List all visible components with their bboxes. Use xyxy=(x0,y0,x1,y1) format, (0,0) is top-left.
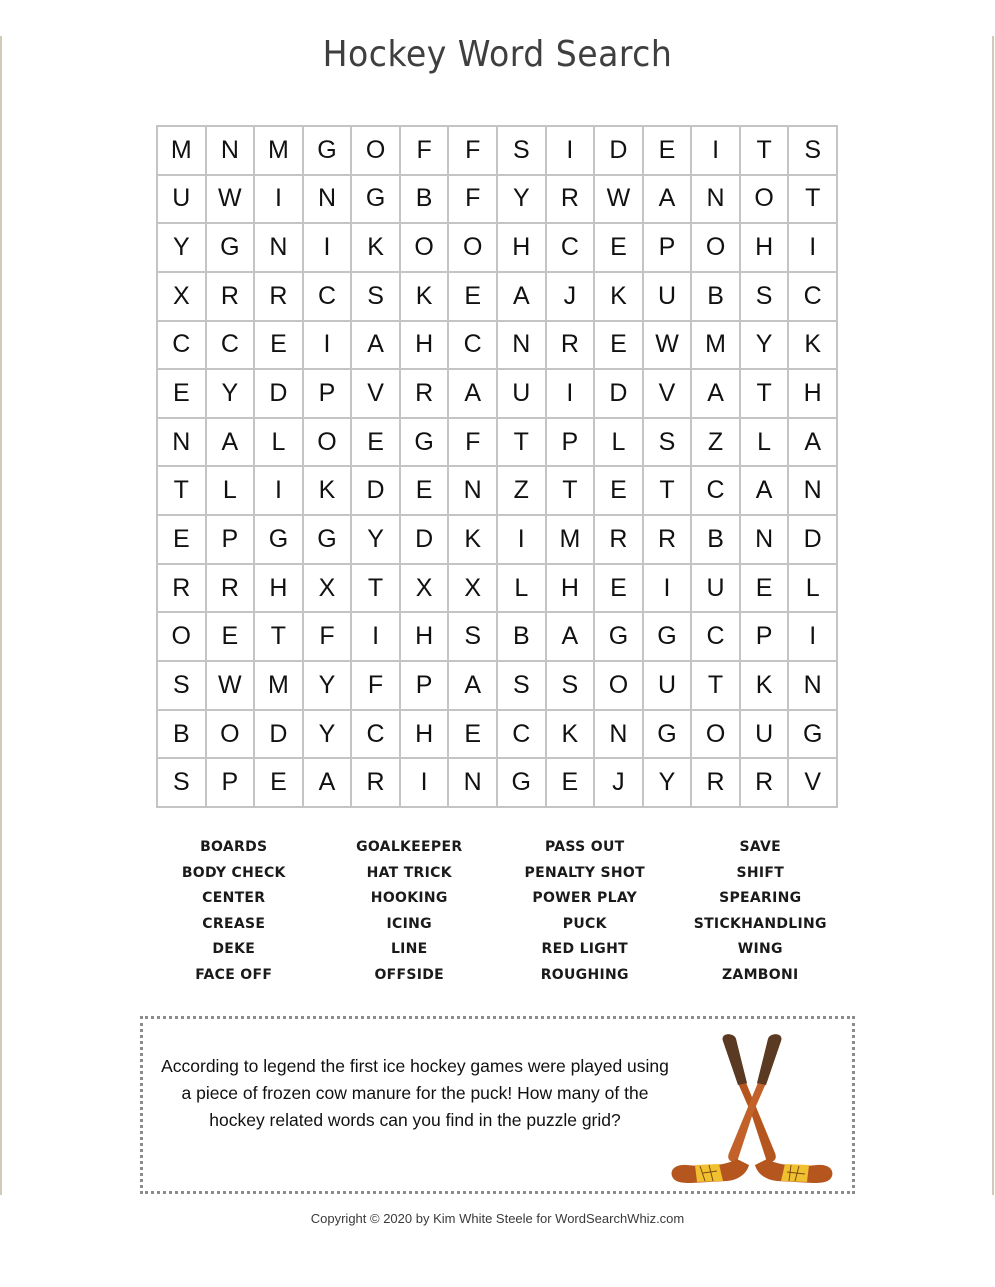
word-list-item: GOALKEEPER xyxy=(356,839,463,855)
grid-cell[interactable]: H xyxy=(401,711,450,760)
grid-cell[interactable]: K xyxy=(741,662,790,711)
grid-cell[interactable]: A xyxy=(207,419,256,468)
grid-cell[interactable]: S xyxy=(498,127,547,176)
grid-cell[interactable]: E xyxy=(449,711,498,760)
grid-cell[interactable]: U xyxy=(158,176,207,225)
grid-cell[interactable]: C xyxy=(692,467,741,516)
word-list-item: CENTER xyxy=(202,890,266,907)
grid-cell[interactable]: N xyxy=(789,662,838,711)
word-list-item: BOARDS xyxy=(200,839,268,855)
grid-cell[interactable]: T xyxy=(644,467,693,516)
grid-cell[interactable]: O xyxy=(401,224,450,273)
grid-cell[interactable]: R xyxy=(595,516,644,565)
grid-cell[interactable]: A xyxy=(498,273,547,322)
grid-cell[interactable]: S xyxy=(158,662,207,711)
grid-cell[interactable]: L xyxy=(207,467,256,516)
word-list-item: OFFSIDE xyxy=(374,966,445,983)
grid-cell[interactable]: H xyxy=(498,224,547,273)
grid-cell[interactable]: J xyxy=(595,759,644,808)
grid-cell[interactable]: A xyxy=(304,759,353,808)
grid-cell[interactable]: D xyxy=(255,370,304,419)
grid-cell[interactable]: M xyxy=(158,127,207,176)
grid-cell[interactable]: H xyxy=(547,565,596,614)
grid-cell[interactable]: W xyxy=(595,176,644,225)
grid-cell[interactable]: K xyxy=(401,273,450,322)
grid-cell[interactable]: D xyxy=(352,467,401,516)
grid-cell[interactable]: H xyxy=(401,613,450,662)
grid-cell[interactable]: P xyxy=(207,759,256,808)
grid-cell[interactable]: C xyxy=(158,322,207,371)
grid-cell[interactable]: N xyxy=(207,127,256,176)
grid-cell[interactable]: E xyxy=(547,759,596,808)
grid-cell[interactable]: T xyxy=(789,176,838,225)
grid-cell[interactable]: U xyxy=(498,370,547,419)
grid-cell[interactable]: I xyxy=(692,127,741,176)
grid-cell[interactable]: R xyxy=(255,273,304,322)
grid-cell[interactable]: E xyxy=(352,419,401,468)
grid-cell[interactable]: Y xyxy=(304,662,353,711)
grid-cell[interactable]: E xyxy=(741,565,790,614)
grid-cell[interactable]: D xyxy=(255,711,304,760)
grid-cell[interactable]: W xyxy=(207,662,256,711)
grid-cell[interactable]: I xyxy=(255,467,304,516)
grid-cell[interactable]: F xyxy=(352,662,401,711)
grid-cell[interactable]: N xyxy=(692,176,741,225)
grid-cell[interactable]: P xyxy=(741,613,790,662)
grid-cell[interactable]: L xyxy=(255,419,304,468)
grid-cell[interactable]: E xyxy=(644,127,693,176)
grid-cell[interactable]: A xyxy=(352,322,401,371)
word-list-item: DEKE xyxy=(212,941,256,958)
grid-cell[interactable]: G xyxy=(644,711,693,760)
grid-cell[interactable]: G xyxy=(352,176,401,225)
grid-cell[interactable]: W xyxy=(644,322,693,371)
grid-cell[interactable]: O xyxy=(741,176,790,225)
grid-cell[interactable]: O xyxy=(692,711,741,760)
grid-cell[interactable]: S xyxy=(789,127,838,176)
grid-cell[interactable]: A xyxy=(692,370,741,419)
grid-cell[interactable]: G xyxy=(595,613,644,662)
page-title: Hockey Word Search xyxy=(322,34,673,75)
grid-cell[interactable]: X xyxy=(449,565,498,614)
grid-cell[interactable]: L xyxy=(498,565,547,614)
page-edge-left xyxy=(0,36,2,1195)
grid-cell[interactable]: R xyxy=(401,370,450,419)
grid-cell[interactable]: N xyxy=(789,467,838,516)
fact-text: According to legend the first ice hockey games were played using a piece of frozen cow manure for the puck! How many of the hockey related words can you find in the puzzle grid? xyxy=(161,1056,669,1130)
word-list-item: PASS OUT xyxy=(545,839,625,855)
grid-cell[interactable]: K xyxy=(352,224,401,273)
grid-cell[interactable]: D xyxy=(595,127,644,176)
grid-cell[interactable]: H xyxy=(401,322,450,371)
grid-cell[interactable]: O xyxy=(207,711,256,760)
grid-cell[interactable]: M xyxy=(255,127,304,176)
grid-cell[interactable]: Y xyxy=(158,224,207,273)
grid-cell[interactable]: A xyxy=(741,467,790,516)
word-list-item: ROUGHING xyxy=(540,966,629,983)
grid-cell[interactable]: I xyxy=(401,759,450,808)
word-list xyxy=(146,836,848,990)
grid-cell[interactable]: T xyxy=(741,127,790,176)
grid-cell[interactable]: K xyxy=(304,467,353,516)
grid-cell[interactable]: Z xyxy=(692,419,741,468)
grid-cell[interactable]: I xyxy=(304,322,353,371)
grid-cell[interactable]: H xyxy=(255,565,304,614)
grid-cell[interactable]: X xyxy=(304,565,353,614)
grid-cell[interactable]: S xyxy=(158,759,207,808)
grid-cell[interactable]: R xyxy=(547,176,596,225)
word-list-item: POWER PLAY xyxy=(532,890,638,907)
grid-cell[interactable]: R xyxy=(158,565,207,614)
word-list-item: HOOKING xyxy=(370,890,448,907)
grid-cell[interactable]: G xyxy=(644,613,693,662)
grid-cell[interactable]: E xyxy=(449,273,498,322)
grid-cell[interactable]: E xyxy=(207,613,256,662)
grid-cell[interactable]: K xyxy=(547,711,596,760)
grid-cell[interactable]: H xyxy=(789,370,838,419)
grid-cell[interactable]: O xyxy=(304,419,353,468)
grid-cell[interactable]: O xyxy=(595,662,644,711)
grid-cell[interactable]: X xyxy=(158,273,207,322)
grid-cell[interactable]: R xyxy=(741,759,790,808)
grid-cell[interactable]: K xyxy=(595,273,644,322)
grid-cell[interactable]: S xyxy=(352,273,401,322)
grid-cell[interactable]: O xyxy=(352,127,401,176)
grid-cell[interactable]: E xyxy=(595,467,644,516)
grid-cell[interactable]: P xyxy=(207,516,256,565)
grid-cell[interactable]: T xyxy=(547,467,596,516)
word-list-item: ICING xyxy=(386,915,432,932)
grid-cell[interactable]: D xyxy=(595,370,644,419)
grid-cell[interactable]: B xyxy=(158,711,207,760)
grid-cell[interactable]: Y xyxy=(498,176,547,225)
grid-cell[interactable]: U xyxy=(644,662,693,711)
grid-cell[interactable]: I xyxy=(255,176,304,225)
grid-cell[interactable]: C xyxy=(449,322,498,371)
grid-cell[interactable]: A xyxy=(449,370,498,419)
grid-cell[interactable]: E xyxy=(595,565,644,614)
grid-cell[interactable]: F xyxy=(449,176,498,225)
grid-cell[interactable]: L xyxy=(741,419,790,468)
grid-cell[interactable]: V xyxy=(789,759,838,808)
word-list-item: BODY CHECK xyxy=(181,864,286,881)
grid-cell[interactable]: K xyxy=(449,516,498,565)
page-edge-right xyxy=(992,36,994,1195)
grid-cell[interactable]: M xyxy=(255,662,304,711)
grid-cell[interactable]: E xyxy=(401,467,450,516)
word-list-item: SPEARING xyxy=(719,890,802,907)
word-list-item: PENALTY SHOT xyxy=(524,864,645,881)
grid-cell[interactable]: G xyxy=(207,224,256,273)
grid-cell[interactable]: E xyxy=(595,322,644,371)
word-list-item: SAVE xyxy=(739,839,782,855)
grid-cell[interactable]: O xyxy=(449,224,498,273)
grid-cell[interactable]: A xyxy=(644,176,693,225)
grid-cell[interactable]: C xyxy=(692,613,741,662)
grid-cell[interactable]: P xyxy=(547,419,596,468)
grid-cell[interactable]: N xyxy=(158,419,207,468)
grid-cell[interactable]: I xyxy=(547,370,596,419)
copyright-footer: Copyright © 2020 by Kim White Steele for WordSearchWhiz.com xyxy=(310,1211,685,1226)
fact-box xyxy=(140,1016,855,1194)
grid-cell[interactable]: T xyxy=(692,662,741,711)
grid-cell[interactable]: L xyxy=(789,565,838,614)
grid-cell[interactable]: T xyxy=(352,565,401,614)
word-list-item: SHIFT xyxy=(736,864,785,881)
grid-cell[interactable]: B xyxy=(498,613,547,662)
grid-cell[interactable]: S xyxy=(644,419,693,468)
grid-cell[interactable]: R xyxy=(644,516,693,565)
grid-cell[interactable]: B xyxy=(692,516,741,565)
grid-cell[interactable]: Y xyxy=(352,516,401,565)
grid-cell[interactable]: M xyxy=(547,516,596,565)
grid-cell[interactable]: I xyxy=(352,613,401,662)
grid-cell[interactable]: T xyxy=(158,467,207,516)
grid-cell[interactable]: F xyxy=(449,127,498,176)
grid-cell[interactable]: H xyxy=(741,224,790,273)
grid-cell[interactable]: E xyxy=(158,370,207,419)
grid-cell[interactable]: S xyxy=(498,662,547,711)
grid-cell[interactable]: V xyxy=(644,370,693,419)
grid-cell[interactable]: C xyxy=(789,273,838,322)
grid-cell[interactable]: K xyxy=(789,322,838,371)
grid-cell[interactable]: R xyxy=(207,565,256,614)
grid-cell[interactable]: E xyxy=(158,516,207,565)
grid-cell[interactable]: C xyxy=(547,224,596,273)
grid-cell[interactable]: J xyxy=(547,273,596,322)
grid-cell[interactable]: N xyxy=(741,516,790,565)
grid-cell[interactable]: R xyxy=(352,759,401,808)
grid-cell[interactable]: I xyxy=(547,127,596,176)
grid-cell[interactable]: C xyxy=(207,322,256,371)
grid-cell[interactable]: N xyxy=(595,711,644,760)
grid-cell[interactable]: S xyxy=(547,662,596,711)
grid-cell[interactable]: F xyxy=(449,419,498,468)
grid-cell[interactable]: N xyxy=(449,467,498,516)
grid-cell[interactable]: W xyxy=(207,176,256,225)
grid-cell[interactable]: Y xyxy=(304,711,353,760)
word-list-item: WING xyxy=(737,941,783,958)
grid-cell[interactable]: P xyxy=(401,662,450,711)
grid-cell[interactable]: M xyxy=(692,322,741,371)
grid-cell[interactable]: C xyxy=(304,273,353,322)
grid-cell[interactable]: I xyxy=(789,224,838,273)
grid-cell[interactable]: T xyxy=(498,419,547,468)
grid-cell[interactable]: I xyxy=(644,565,693,614)
grid-cell[interactable]: G xyxy=(498,759,547,808)
grid-cell[interactable]: B xyxy=(692,273,741,322)
grid-cell[interactable]: G xyxy=(304,516,353,565)
grid-cell[interactable]: Z xyxy=(498,467,547,516)
grid-cell[interactable]: E xyxy=(255,759,304,808)
grid-cell[interactable]: I xyxy=(304,224,353,273)
grid-cell[interactable]: E xyxy=(255,322,304,371)
grid-cell[interactable]: I xyxy=(498,516,547,565)
grid-cell[interactable]: L xyxy=(595,419,644,468)
grid-cell[interactable]: A xyxy=(789,419,838,468)
grid-cell[interactable]: Y xyxy=(207,370,256,419)
grid-cell[interactable]: T xyxy=(741,370,790,419)
grid-cell[interactable]: B xyxy=(401,176,450,225)
grid-cell[interactable]: G xyxy=(255,516,304,565)
grid-cell[interactable]: I xyxy=(789,613,838,662)
word-list-item: CREASE xyxy=(202,915,266,932)
grid-cell[interactable]: C xyxy=(498,711,547,760)
grid-cell[interactable]: O xyxy=(692,224,741,273)
grid-cell[interactable]: U xyxy=(692,565,741,614)
grid-cell[interactable]: N xyxy=(304,176,353,225)
grid-cell[interactable]: S xyxy=(449,613,498,662)
grid-cell[interactable]: D xyxy=(401,516,450,565)
grid-cell[interactable]: F xyxy=(401,127,450,176)
word-list-item: ZAMBONI xyxy=(721,966,799,983)
grid-cell[interactable]: N xyxy=(498,322,547,371)
word-search-grid xyxy=(156,125,838,808)
grid-cell[interactable]: Y xyxy=(741,322,790,371)
grid-cell[interactable]: N xyxy=(449,759,498,808)
grid-cell[interactable]: P xyxy=(304,370,353,419)
grid-cell[interactable]: T xyxy=(255,613,304,662)
grid-cell[interactable]: N xyxy=(255,224,304,273)
grid-cell[interactable]: D xyxy=(789,516,838,565)
grid-cell[interactable]: Y xyxy=(644,759,693,808)
grid-cell[interactable]: G xyxy=(789,711,838,760)
grid-cell[interactable]: X xyxy=(401,565,450,614)
grid-cell[interactable]: V xyxy=(352,370,401,419)
word-list-item: RED LIGHT xyxy=(541,941,628,958)
grid-cell[interactable]: A xyxy=(449,662,498,711)
grid-cell[interactable]: R xyxy=(547,322,596,371)
grid-cell[interactable]: G xyxy=(304,127,353,176)
grid-cell[interactable]: U xyxy=(741,711,790,760)
grid-cell[interactable]: R xyxy=(692,759,741,808)
word-list-item: PUCK xyxy=(562,915,607,932)
grid-cell[interactable]: S xyxy=(741,273,790,322)
word-list-item: LINE xyxy=(390,941,428,958)
grid-cell[interactable]: U xyxy=(644,273,693,322)
word-list-item: FACE OFF xyxy=(195,966,273,983)
word-list-item: HAT TRICK xyxy=(366,864,452,881)
word-list-item: STICKHANDLING xyxy=(693,915,827,932)
grid-cell[interactable]: O xyxy=(158,613,207,662)
grid-cell[interactable]: G xyxy=(401,419,450,468)
grid-cell[interactable]: E xyxy=(595,224,644,273)
grid-cell[interactable]: A xyxy=(547,613,596,662)
crossed-hockey-sticks-icon xyxy=(667,1025,837,1187)
grid-cell[interactable]: C xyxy=(352,711,401,760)
grid-cell[interactable]: F xyxy=(304,613,353,662)
grid-cell[interactable]: R xyxy=(207,273,256,322)
grid-cell[interactable]: P xyxy=(644,224,693,273)
